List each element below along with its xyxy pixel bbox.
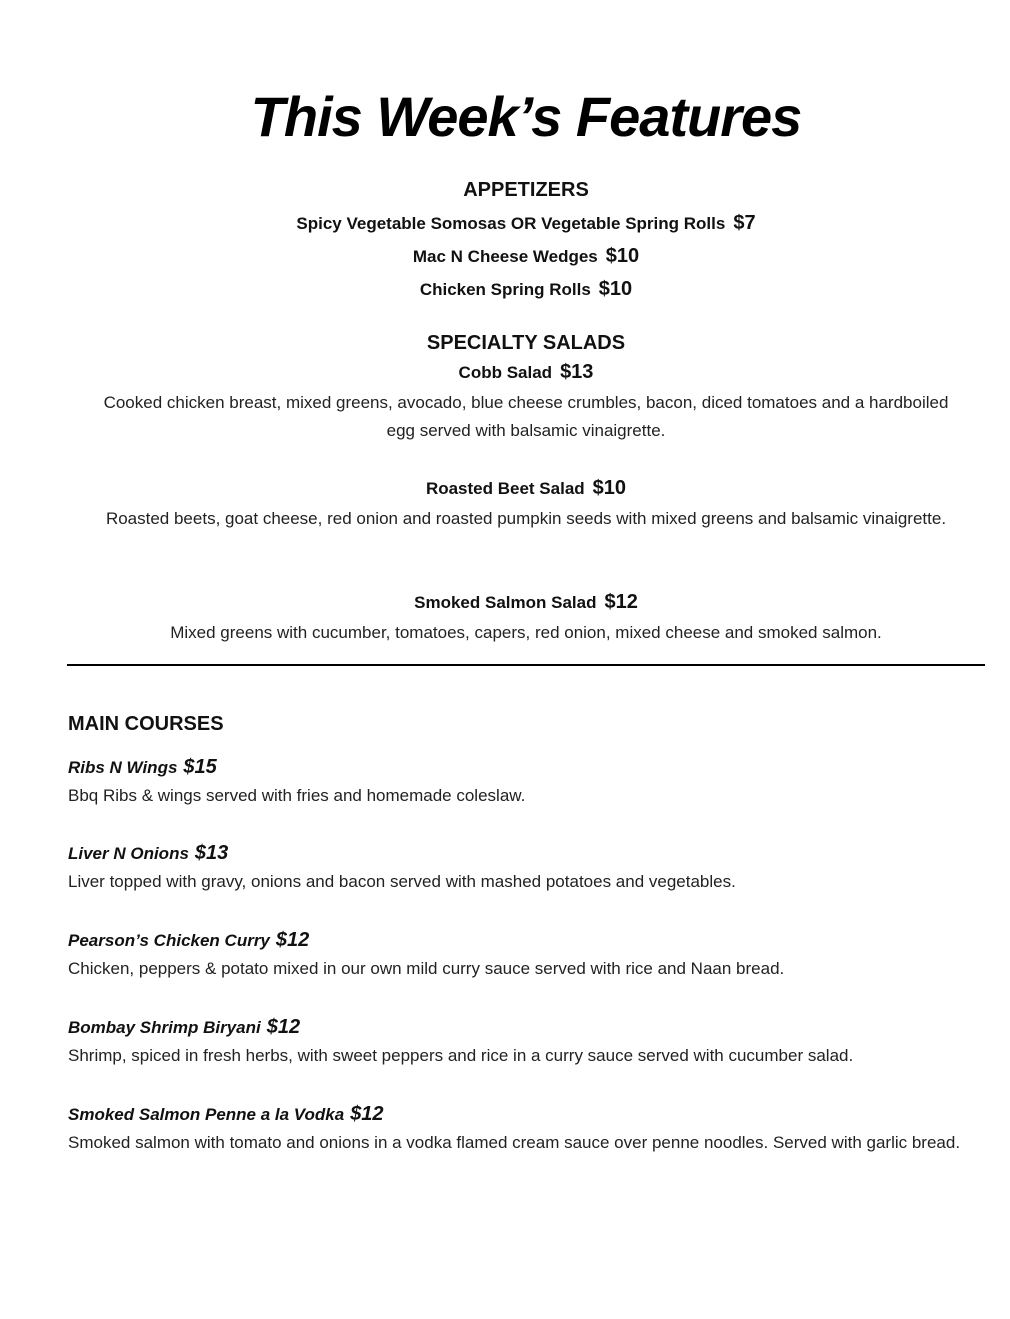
main-course-item bbox=[68, 753, 968, 809]
item-description: Mixed greens with cucumber, tomatoes, capers, red onion, mixed cheese and smoked salmon. bbox=[170, 623, 882, 642]
item-description: Chicken, peppers & potato mixed in our own mild curry sauce served with rice and Naan bread. bbox=[68, 959, 785, 978]
item-name: Bombay Shrimp Biryani bbox=[68, 1018, 261, 1037]
item-description: Bbq Ribs & wings served with fries and homemade coleslaw. bbox=[68, 786, 526, 805]
salad-item-title bbox=[0, 472, 1010, 505]
main-course-title bbox=[68, 753, 968, 782]
main-courses-heading: MAIN COURSES bbox=[68, 713, 224, 735]
appetizer-item bbox=[0, 207, 1010, 240]
item-description: Roasted beets, goat cheese, red onion and roasted pumpkin seeds with mixed greens and balsamic vinaigrette. bbox=[105, 509, 947, 528]
item-price: $12 bbox=[604, 591, 638, 613]
appetizer-item bbox=[0, 273, 1010, 306]
item-price: $10 bbox=[592, 477, 627, 499]
item-name: Smoked Salmon Salad bbox=[414, 593, 597, 612]
page-title: This Week’s Features bbox=[250, 85, 802, 148]
item-description: Liver topped with gravy, onions and bacon served with mashed potatoes and vegetables. bbox=[68, 872, 736, 891]
item-price: $12 bbox=[266, 1016, 301, 1038]
main-course-item bbox=[68, 926, 968, 982]
salad-item bbox=[0, 472, 1010, 533]
item-price: $12 bbox=[275, 929, 310, 951]
main-course-item bbox=[68, 1100, 968, 1156]
item-name: Smoked Salmon Penne a la Vodka bbox=[68, 1105, 345, 1124]
appetizers-heading: APPETIZERS bbox=[463, 179, 589, 201]
item-name: Pearson’s Chicken Curry bbox=[68, 931, 270, 950]
main-course-item bbox=[68, 1013, 968, 1069]
salads-section bbox=[0, 330, 1010, 445]
item-price: $10 bbox=[605, 245, 640, 267]
main-courses-heading-wrap bbox=[68, 711, 968, 737]
item-name: Ribs N Wings bbox=[68, 758, 178, 777]
item-price: $10 bbox=[598, 278, 633, 300]
item-name: Spicy Vegetable Somosas OR Vegetable Spring Rolls bbox=[296, 214, 726, 233]
item-description: Cooked chicken breast, mixed greens, avocado, blue cheese crumbles, bacon, diced tomatoes and a hardboiled egg served with balsamic vinaigrette. bbox=[103, 393, 949, 440]
item-price: $15 bbox=[183, 756, 217, 778]
item-description: Smoked salmon with tomato and onions in a vodka flamed cream sauce over penne noodles. Served with garlic bread. bbox=[68, 1133, 961, 1152]
main-course-title bbox=[68, 1013, 968, 1042]
main-course-title bbox=[68, 1100, 968, 1129]
item-name: Cobb Salad bbox=[458, 363, 553, 382]
main-course-item bbox=[68, 839, 968, 895]
main-course-title bbox=[68, 926, 968, 955]
item-price: $13 bbox=[560, 361, 594, 383]
salads-heading: SPECIALTY SALADS bbox=[426, 332, 626, 354]
appetizer-item bbox=[0, 240, 1010, 273]
item-name: Mac N Cheese Wedges bbox=[412, 247, 598, 266]
salad-item-title bbox=[0, 586, 1010, 619]
salad-item bbox=[0, 586, 1010, 647]
item-name: Roasted Beet Salad bbox=[425, 479, 585, 498]
item-price: $7 bbox=[733, 212, 756, 234]
item-price: $13 bbox=[194, 842, 229, 864]
salad-item-title bbox=[0, 356, 1010, 389]
item-name: Liver N Onions bbox=[68, 844, 189, 863]
item-description: Shrimp, spiced in fresh herbs, with sweet peppers and rice in a curry sauce served with cucumber salad. bbox=[68, 1046, 854, 1065]
item-price: $12 bbox=[350, 1103, 384, 1125]
main-course-title bbox=[68, 839, 968, 868]
appetizers-section bbox=[0, 177, 1010, 306]
item-name: Chicken Spring Rolls bbox=[419, 280, 591, 299]
section-divider bbox=[67, 664, 985, 666]
